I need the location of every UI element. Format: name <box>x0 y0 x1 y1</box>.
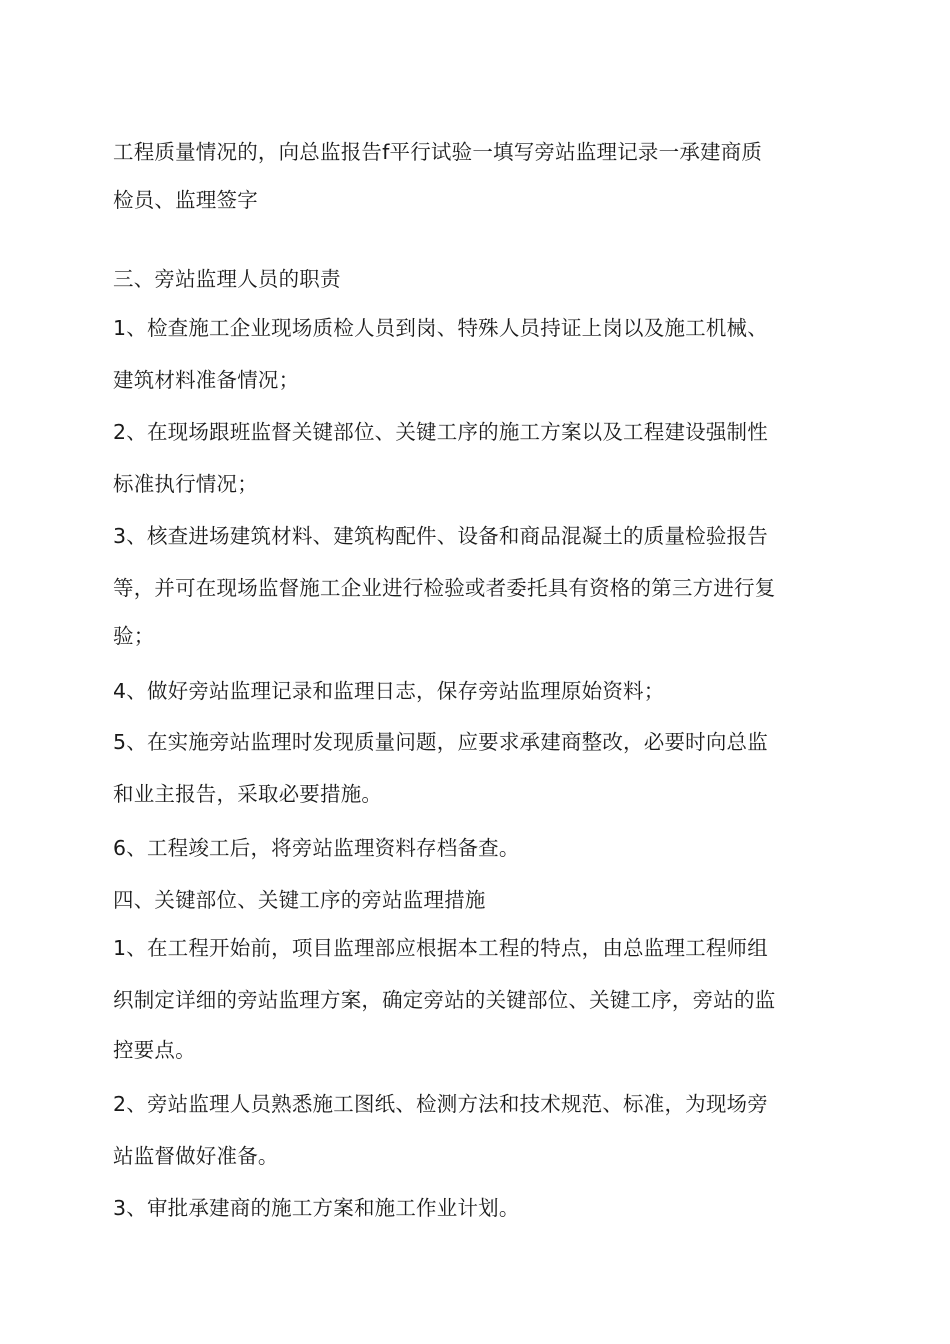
list-item-continuation: 等，并可在现场监督施工企业进行检验或者委托具有资格的第三方进行复 <box>113 576 776 600</box>
paragraph-line: 检员、监理签字 <box>113 188 258 212</box>
list-item-continuation: 建筑材料准备情况； <box>113 368 300 392</box>
paragraph-line: 工程质量情况的，向总监报告f平行试验一填写旁站监理记录一承建商质 <box>113 140 763 164</box>
section-heading: 四、关键部位、关键工序的旁站监理措施 <box>113 888 486 912</box>
section-heading: 三、旁站监理人员的职责 <box>113 267 341 291</box>
list-item-continuation: 标准执行情况； <box>113 472 258 496</box>
list-item: 3、核查进场建筑材料、建筑构配件、设备和商品混凝土的质量检验报告 <box>113 524 768 548</box>
list-item-continuation: 验； <box>113 624 155 648</box>
list-item: 4、做好旁站监理记录和监理日志，保存旁站监理原始资料； <box>113 679 665 703</box>
list-item-continuation: 控要点。 <box>113 1038 196 1062</box>
list-item: 5、在实施旁站监理时发现质量问题，应要求承建商整改，必要时向总监 <box>113 730 768 754</box>
list-item: 1、在工程开始前，项目监理部应根据本工程的特点，由总监理工程师组 <box>113 936 768 960</box>
list-item-continuation: 和业主报告，采取必要措施。 <box>113 782 383 806</box>
list-item: 2、旁站监理人员熟悉施工图纸、检测方法和技术规范、标准，为现场旁 <box>113 1092 768 1116</box>
list-item: 3、审批承建商的施工方案和施工作业计划。 <box>113 1196 520 1220</box>
list-item: 2、在现场跟班监督关键部位、关键工序的施工方案以及工程建设强制性 <box>113 420 768 444</box>
list-item: 6、工程竣工后，将旁站监理资料存档备查。 <box>113 836 520 860</box>
list-item: 1、检查施工企业现场质检人员到岗、特殊人员持证上岗以及施工机械、 <box>113 316 768 340</box>
list-item-continuation: 站监督做好准备。 <box>113 1144 279 1168</box>
list-item-continuation: 织制定详细的旁站监理方案，确定旁站的关键部位、关键工序，旁站的监 <box>113 988 776 1012</box>
